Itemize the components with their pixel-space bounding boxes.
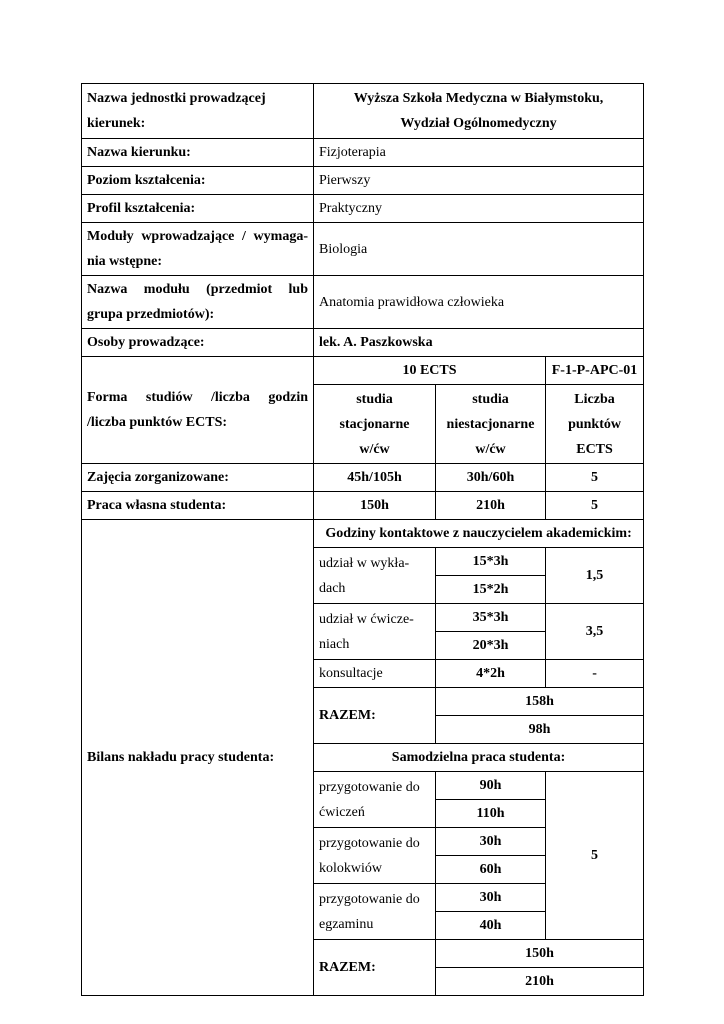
part-time-header: studia niestacjonarne w/ćw xyxy=(436,385,546,464)
form-label: Forma studiów /liczba godzin /liczba punktów ECTS: xyxy=(82,357,314,464)
level-value: Pierwszy xyxy=(314,167,644,195)
consult-label: konsultacje xyxy=(314,660,436,688)
profile-row xyxy=(82,195,644,223)
module-value: Anatomia prawidłowa człowieka xyxy=(314,276,644,329)
field-value: Fizjoterapia xyxy=(314,139,644,167)
prep-exam-label: przygotowanie do egzaminu xyxy=(314,884,436,940)
lectures-part-time: 15*2h xyxy=(436,576,546,604)
teachers-row xyxy=(82,329,644,357)
intro-value: Biologia xyxy=(314,223,644,276)
ects-header: Liczba punktów ECTS xyxy=(546,385,644,464)
contact-total-part-time: 98h xyxy=(436,716,644,744)
prep-colloquia-label: przygotowanie do kolokwiów xyxy=(314,828,436,884)
own-work-full-time: 150h xyxy=(314,492,436,520)
balance-label: Bilans nakładu pracy studenta: xyxy=(82,520,314,996)
unit-label: Nazwa jednostki prowadzącej kierunek: xyxy=(82,84,314,139)
contact-total-label: RAZEM: xyxy=(314,688,436,744)
consult-hours: 4*2h xyxy=(436,660,546,688)
organized-part-time: 30h/60h xyxy=(436,464,546,492)
self-total-part-time: 210h xyxy=(436,968,644,996)
module-code: F-1-P-APC-01 xyxy=(546,357,644,385)
organized-label: Zajęcia zorganizowane: xyxy=(82,464,314,492)
intro-row xyxy=(82,223,644,276)
contact-hours-header: Godziny kontaktowe z nauczycielem akademickim: xyxy=(314,520,644,548)
contact-total-full-time: 158h xyxy=(436,688,644,716)
lectures-ects: 1,5 xyxy=(546,548,644,604)
level-row xyxy=(82,167,644,195)
self-work-ects: 5 xyxy=(546,772,644,940)
consult-ects: - xyxy=(546,660,644,688)
intro-label: Moduły wprowadzające / wymaga- nia wstępne: xyxy=(82,223,314,276)
profile-value: Praktyczny xyxy=(314,195,644,223)
own-work-label: Praca własna studenta: xyxy=(82,492,314,520)
field-row xyxy=(82,139,644,167)
exercises-part-time: 20*3h xyxy=(436,632,546,660)
lectures-label: udział w wykła- dach xyxy=(314,548,436,604)
exercises-label: udział w ćwicze- niach xyxy=(314,604,436,660)
prep-exam-part-time: 40h xyxy=(436,912,546,940)
form-row-ects xyxy=(82,357,644,385)
own-work-ects: 5 xyxy=(546,492,644,520)
self-total-label: RAZEM: xyxy=(314,940,436,996)
unit-value: Wyższa Szkoła Medyczna w Białymstoku, Wydział Ogólnomedyczny xyxy=(314,84,644,139)
full-time-header: studia stacjonarne w/ćw xyxy=(314,385,436,464)
field-label: Nazwa kierunku: xyxy=(82,139,314,167)
own-work-row xyxy=(82,492,644,520)
module-syllabus-table xyxy=(81,83,644,996)
module-row xyxy=(82,276,644,329)
teachers-value: lek. A. Paszkowska xyxy=(314,329,644,357)
prep-exam-full-time: 30h xyxy=(436,884,546,912)
lectures-full-time: 15*3h xyxy=(436,548,546,576)
prep-exercises-full-time: 90h xyxy=(436,772,546,800)
organized-ects: 5 xyxy=(546,464,644,492)
prep-exercises-part-time: 110h xyxy=(436,800,546,828)
module-label: Nazwa modułu (przedmiot lub grupa przedmiotów): xyxy=(82,276,314,329)
organized-row xyxy=(82,464,644,492)
level-label: Poziom kształcenia: xyxy=(82,167,314,195)
exercises-ects: 3,5 xyxy=(546,604,644,660)
prep-colloquia-full-time: 30h xyxy=(436,828,546,856)
balance-contact-header-row xyxy=(82,520,644,548)
profile-label: Profil kształcenia: xyxy=(82,195,314,223)
ects-total: 10 ECTS xyxy=(314,357,546,385)
unit-row xyxy=(82,84,644,139)
organized-full-time: 45h/105h xyxy=(314,464,436,492)
teachers-label: Osoby prowadzące: xyxy=(82,329,314,357)
prep-colloquia-part-time: 60h xyxy=(436,856,546,884)
exercises-full-time: 35*3h xyxy=(436,604,546,632)
self-total-full-time: 150h xyxy=(436,940,644,968)
own-work-part-time: 210h xyxy=(436,492,546,520)
prep-exercises-label: przygotowanie do ćwiczeń xyxy=(314,772,436,828)
self-work-header: Samodzielna praca studenta: xyxy=(314,744,644,772)
